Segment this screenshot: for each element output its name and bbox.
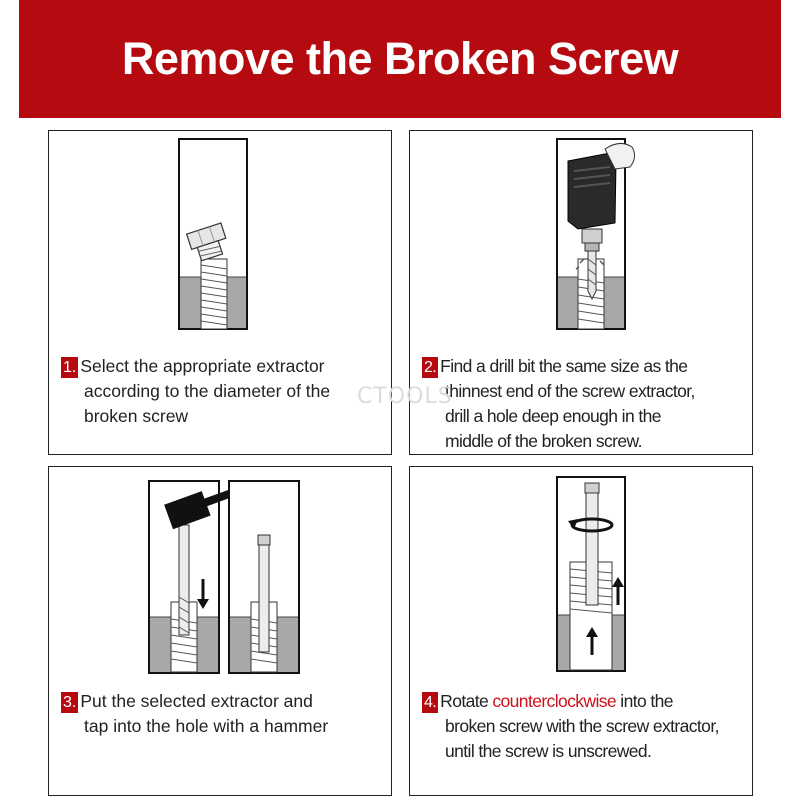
screw-extractor-icon [410, 467, 754, 692]
step-1-panel [48, 130, 392, 455]
title-banner [19, 0, 781, 118]
step-4-number: 4. [424, 694, 437, 711]
step-3-number: 3. [63, 694, 77, 711]
step-4-caption: 4. Rotate counterclockwise into the broken screw with the screw extractor, until the screw is unscrewed. [424, 691, 719, 761]
drill-icon [410, 131, 754, 356]
step-1-caption: 1. Select the appropriate extractor according to the diameter of the broken screw [63, 356, 331, 426]
step-2-panel [409, 130, 753, 455]
highlight-counterclockwise: counterclockwise [492, 691, 617, 711]
step-3-caption: 3. Put the selected extractor and tap into the hole with a hammer [63, 691, 329, 736]
page-title: Remove the Broken Screw [121, 33, 679, 84]
hammer-icon [49, 467, 393, 692]
watermark: CTOOLS [357, 384, 453, 409]
step-4-panel [409, 466, 753, 796]
step-2-caption: 2. Find a drill bit the same size as the thinnest end of the screw extractor, drill a hole deep enough in the middle of the broken screw. [424, 356, 695, 451]
broken-bolt-icon [49, 131, 393, 356]
step-2-number: 2. [424, 359, 437, 376]
step-3-panel [48, 466, 392, 796]
step-1-number: 1. [63, 359, 77, 376]
